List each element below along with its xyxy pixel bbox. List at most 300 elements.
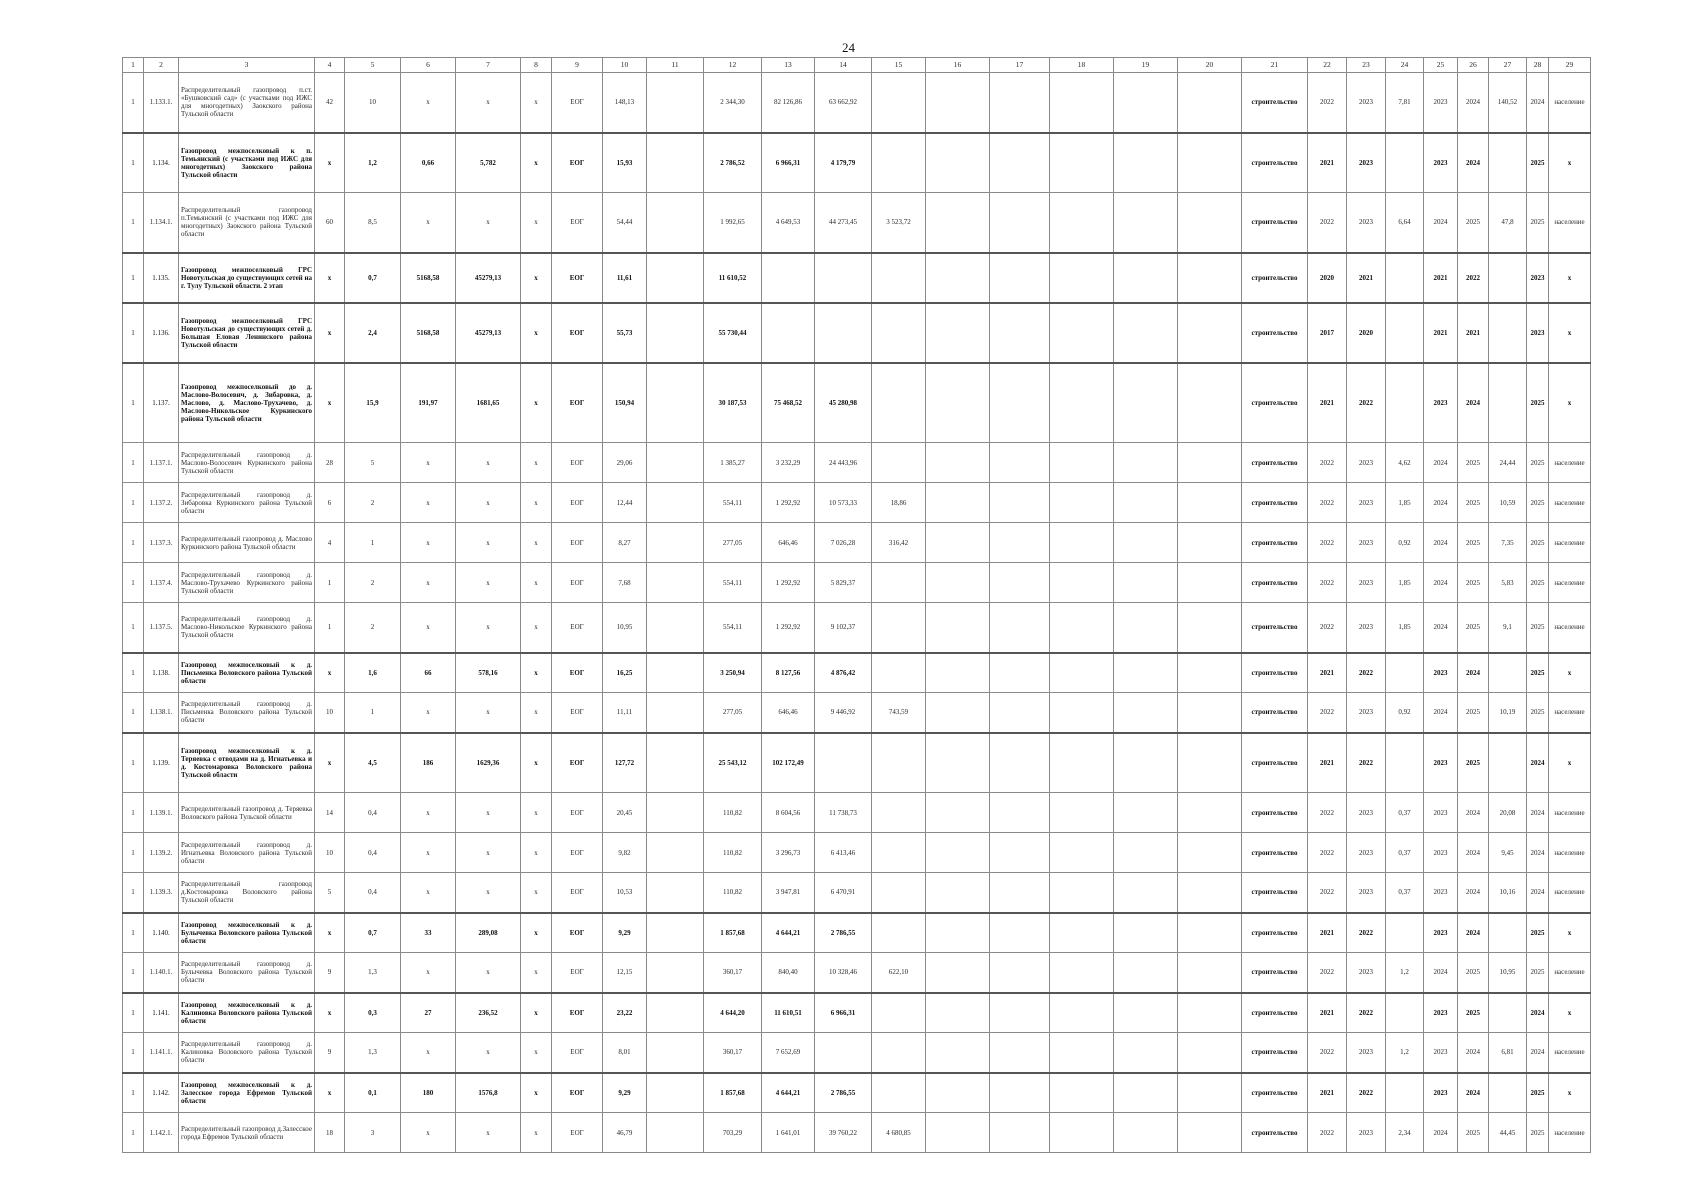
table-cell-col-14: 2 786,55	[815, 913, 872, 953]
table-cell-col-10: 29,06	[603, 443, 647, 483]
table-cell-col-9: ЕОГ	[552, 253, 603, 303]
table-cell-col-7: х	[456, 443, 521, 483]
table-cell-col-1: 1	[123, 193, 144, 253]
table-cell-col-7: х	[456, 603, 521, 653]
table-cell-col-18	[1050, 563, 1114, 603]
table-cell-col-18	[1050, 873, 1114, 913]
table-cell-col-1: 1	[123, 653, 144, 693]
table-cell-col-3: Распределительный газопровод д. Калиновка Воловского района Тульской области	[179, 1033, 315, 1073]
table-cell-col-25: 2024	[1424, 603, 1458, 653]
table-cell-col-15	[872, 603, 926, 653]
table-cell-col-11	[647, 563, 704, 603]
table-cell-col-20	[1178, 1073, 1242, 1113]
table-cell-col-25: 2024	[1424, 193, 1458, 253]
table-cell-col-12: 360,17	[704, 1033, 762, 1073]
table-cell-col-4: 10	[315, 833, 345, 873]
table-cell-col-17	[990, 363, 1050, 443]
table-cell-col-3: Распределительный газопровод д. Игнатьевка Воловского района Тульской области	[179, 833, 315, 873]
table-cell-col-18	[1050, 133, 1114, 193]
table-cell-col-1: 1	[123, 793, 144, 833]
table-cell-col-17	[990, 873, 1050, 913]
table-cell-col-27	[1489, 253, 1527, 303]
table-cell-col-12: 554,11	[704, 603, 762, 653]
table-cell-col-27	[1489, 363, 1527, 443]
table-cell-col-29: население	[1549, 873, 1591, 913]
table-cell-col-12: 554,11	[704, 563, 762, 603]
table-cell-col-23: 2023	[1347, 793, 1386, 833]
table-cell-col-16	[926, 253, 990, 303]
table-cell-col-6: х	[401, 793, 456, 833]
table-cell-col-12: 277,05	[704, 523, 762, 563]
table-cell-col-9: ЕОГ	[552, 653, 603, 693]
table-cell-col-13	[762, 253, 815, 303]
table-cell-col-23: 2023	[1347, 1113, 1386, 1153]
table-cell-col-5: 5	[345, 443, 401, 483]
table-cell-col-25: 2024	[1424, 1113, 1458, 1153]
column-number-24: 24	[1386, 58, 1424, 73]
table-cell-col-11	[647, 443, 704, 483]
table-cell-col-17	[990, 693, 1050, 733]
column-number-2: 2	[144, 58, 179, 73]
table-cell-col-22: 2021	[1308, 1073, 1347, 1113]
table-cell-col-8: х	[521, 953, 552, 993]
table-cell-col-23: 2023	[1347, 73, 1386, 133]
table-cell-col-15	[872, 873, 926, 913]
table-cell-col-24: 7,81	[1386, 73, 1424, 133]
table-cell-col-4: 1	[315, 563, 345, 603]
table-cell-col-2: 1.137.5.	[144, 603, 179, 653]
table-cell-col-11	[647, 733, 704, 793]
table-cell-col-11	[647, 993, 704, 1033]
table-cell-col-3: Распределительный газопровод п.Темьянский (с участками под ИЖС для многодетных) Заокского района Тульской области	[179, 193, 315, 253]
table-cell-col-11	[647, 603, 704, 653]
table-cell-col-14: 7 026,28	[815, 523, 872, 563]
table-cell-col-8: х	[521, 483, 552, 523]
table-cell-col-20	[1178, 523, 1242, 563]
table-cell-col-3: Распределительный газопровод д. Зибаровка Куркинского района Тульской области	[179, 483, 315, 523]
table-body	[123, 73, 1591, 1153]
table-cell-col-2: 1.134.1.	[144, 193, 179, 253]
table-row	[123, 483, 1591, 523]
table-cell-col-18	[1050, 193, 1114, 253]
table-cell-col-6: 66	[401, 653, 456, 693]
table-cell-col-5: 0,4	[345, 833, 401, 873]
table-cell-col-29: х	[1549, 913, 1591, 953]
table-cell-col-29: население	[1549, 73, 1591, 133]
table-cell-col-4: х	[315, 133, 345, 193]
table-row	[123, 833, 1591, 873]
table-cell-col-8: х	[521, 523, 552, 563]
table-cell-col-21: строительство	[1242, 1073, 1308, 1113]
table-cell-col-27	[1489, 303, 1527, 363]
table-cell-col-7: х	[456, 873, 521, 913]
table-cell-col-21: строительство	[1242, 953, 1308, 993]
table-cell-col-11	[647, 953, 704, 993]
table-cell-col-22: 2021	[1308, 363, 1347, 443]
table-cell-col-14: 5 829,37	[815, 563, 872, 603]
table-cell-col-2: 1.139.3.	[144, 873, 179, 913]
table-cell-col-28: 2025	[1527, 1113, 1549, 1153]
table-cell-col-9: ЕОГ	[552, 993, 603, 1033]
table-cell-col-16	[926, 833, 990, 873]
table-cell-col-22: 2022	[1308, 73, 1347, 133]
table-cell-col-19	[1114, 483, 1178, 523]
table-cell-col-4: 1	[315, 603, 345, 653]
table-cell-col-13: 11 610,51	[762, 993, 815, 1033]
table-cell-col-8: х	[521, 133, 552, 193]
table-cell-col-19	[1114, 73, 1178, 133]
table-cell-col-20	[1178, 1113, 1242, 1153]
table-cell-col-11	[647, 73, 704, 133]
table-cell-col-7: 5,782	[456, 133, 521, 193]
table-cell-col-24	[1386, 1073, 1424, 1113]
table-cell-col-5: 1	[345, 693, 401, 733]
table-row	[123, 73, 1591, 133]
table-cell-col-18	[1050, 1113, 1114, 1153]
table-cell-col-17	[990, 483, 1050, 523]
table-cell-col-12: 554,11	[704, 483, 762, 523]
table-cell-col-23: 2023	[1347, 603, 1386, 653]
table-cell-col-2: 1.139.	[144, 733, 179, 793]
table-cell-col-22: 2022	[1308, 1113, 1347, 1153]
table-cell-col-25: 2023	[1424, 133, 1458, 193]
table-cell-col-29: х	[1549, 363, 1591, 443]
table-cell-col-26: 2025	[1458, 193, 1489, 253]
table-cell-col-22: 2021	[1308, 653, 1347, 693]
table-cell-col-24: 0,92	[1386, 693, 1424, 733]
table-cell-col-23: 2023	[1347, 563, 1386, 603]
table-cell-col-9: ЕОГ	[552, 483, 603, 523]
table-cell-col-29: х	[1549, 653, 1591, 693]
table-cell-col-27	[1489, 133, 1527, 193]
table-cell-col-7: х	[456, 193, 521, 253]
table-cell-col-18	[1050, 833, 1114, 873]
table-cell-col-15	[872, 653, 926, 693]
table-cell-col-14: 45 280,98	[815, 363, 872, 443]
table-cell-col-27: 20,08	[1489, 793, 1527, 833]
table-cell-col-18	[1050, 363, 1114, 443]
table-cell-col-26: 2024	[1458, 133, 1489, 193]
table-cell-col-7: х	[456, 953, 521, 993]
table-cell-col-23: 2023	[1347, 483, 1386, 523]
table-cell-col-16	[926, 733, 990, 793]
table-cell-col-16	[926, 913, 990, 953]
table-cell-col-22: 2022	[1308, 693, 1347, 733]
table-cell-col-21: строительство	[1242, 693, 1308, 733]
table-cell-col-20	[1178, 833, 1242, 873]
table-cell-col-7: х	[456, 693, 521, 733]
table-cell-col-15	[872, 133, 926, 193]
table-cell-col-10: 54,44	[603, 193, 647, 253]
table-cell-col-14	[815, 1033, 872, 1073]
table-cell-col-8: х	[521, 873, 552, 913]
table-cell-col-19	[1114, 443, 1178, 483]
table-cell-col-22: 2021	[1308, 913, 1347, 953]
table-cell-col-13: 8 604,56	[762, 793, 815, 833]
table-cell-col-7: 289,08	[456, 913, 521, 953]
table-cell-col-27: 7,35	[1489, 523, 1527, 563]
table-cell-col-10: 9,29	[603, 913, 647, 953]
table-cell-col-13: 1 292,92	[762, 603, 815, 653]
table-cell-col-19	[1114, 653, 1178, 693]
table-cell-col-3: Газопровод межпоселковый до д. Маслово-Волосевич, д. Зибаровка, д. Маслово, д. Маслово-Трухачево, д. Маслово-Никольское Куркинского района Тульской области	[179, 363, 315, 443]
table-cell-col-6: х	[401, 1033, 456, 1073]
table-cell-col-12: 110,82	[704, 873, 762, 913]
table-cell-col-10: 150,94	[603, 363, 647, 443]
table-cell-col-6: х	[401, 873, 456, 913]
table-cell-col-17	[990, 303, 1050, 363]
table-cell-col-27: 10,19	[1489, 693, 1527, 733]
table-cell-col-7: 236,52	[456, 993, 521, 1033]
table-row	[123, 1033, 1591, 1073]
column-number-9: 9	[552, 58, 603, 73]
table-cell-col-20	[1178, 993, 1242, 1033]
table-cell-col-4: 10	[315, 693, 345, 733]
table-cell-col-13: 646,46	[762, 523, 815, 563]
table-cell-col-17	[990, 523, 1050, 563]
table-cell-col-23: 2023	[1347, 443, 1386, 483]
table-cell-col-3: Распределительный газопровод д. Маслово Куркинского района Тульской области	[179, 523, 315, 563]
table-cell-col-7: 1629,36	[456, 733, 521, 793]
table-cell-col-6: 180	[401, 1073, 456, 1113]
table-cell-col-4: 60	[315, 193, 345, 253]
table-cell-col-16	[926, 873, 990, 913]
table-cell-col-25: 2024	[1424, 523, 1458, 563]
table-cell-col-21: строительство	[1242, 443, 1308, 483]
table-cell-col-18	[1050, 913, 1114, 953]
table-row	[123, 603, 1591, 653]
table-cell-col-18	[1050, 693, 1114, 733]
table-cell-col-11	[647, 793, 704, 833]
table-cell-col-11	[647, 253, 704, 303]
table-cell-col-3: Газопровод межпоселковый к д. Теряевка с отводами на д. Игнатьевка и д. Костомаровка Воловского района Тульской области	[179, 733, 315, 793]
table-cell-col-9: ЕОГ	[552, 133, 603, 193]
table-cell-col-29: х	[1549, 303, 1591, 363]
table-cell-col-10: 9,29	[603, 1073, 647, 1113]
table-cell-col-11	[647, 693, 704, 733]
table-cell-col-16	[926, 603, 990, 653]
table-cell-col-29: население	[1549, 793, 1591, 833]
table-cell-col-13: 8 127,56	[762, 653, 815, 693]
table-cell-col-11	[647, 913, 704, 953]
table-cell-col-3: Распределительный газопровод д. Булычевка Воловского района Тульской области	[179, 953, 315, 993]
table-cell-col-13: 3 232,29	[762, 443, 815, 483]
table-cell-col-19	[1114, 1033, 1178, 1073]
table-cell-col-17	[990, 1113, 1050, 1153]
table-cell-col-9: ЕОГ	[552, 73, 603, 133]
table-cell-col-23: 2020	[1347, 303, 1386, 363]
table-cell-col-21: строительство	[1242, 733, 1308, 793]
table-cell-col-18	[1050, 993, 1114, 1033]
table-cell-col-2: 1.134.	[144, 133, 179, 193]
table-cell-col-2: 1.137.2.	[144, 483, 179, 523]
table-cell-col-26: 2024	[1458, 653, 1489, 693]
table-cell-col-9: ЕОГ	[552, 303, 603, 363]
table-cell-col-5: 1,3	[345, 1033, 401, 1073]
table-cell-col-9: ЕОГ	[552, 733, 603, 793]
table-cell-col-28: 2025	[1527, 1073, 1549, 1113]
table-cell-col-5: 2	[345, 563, 401, 603]
table-cell-col-10: 55,73	[603, 303, 647, 363]
table-cell-col-1: 1	[123, 303, 144, 363]
table-row	[123, 913, 1591, 953]
table-cell-col-18	[1050, 523, 1114, 563]
table-cell-col-29: население	[1549, 563, 1591, 603]
table-cell-col-21: строительство	[1242, 483, 1308, 523]
table-cell-col-25: 2021	[1424, 253, 1458, 303]
table-cell-col-16	[926, 793, 990, 833]
table-cell-col-29: население	[1549, 483, 1591, 523]
table-cell-col-25: 2023	[1424, 73, 1458, 133]
table-cell-col-4: х	[315, 253, 345, 303]
table-cell-col-18	[1050, 953, 1114, 993]
table-cell-col-28: 2025	[1527, 693, 1549, 733]
table-cell-col-6: х	[401, 483, 456, 523]
table-row	[123, 363, 1591, 443]
table-cell-col-12: 703,29	[704, 1113, 762, 1153]
table-cell-col-14	[815, 303, 872, 363]
table-cell-col-16	[926, 483, 990, 523]
table-cell-col-11	[647, 653, 704, 693]
column-number-26: 26	[1458, 58, 1489, 73]
table-cell-col-23: 2022	[1347, 363, 1386, 443]
table-cell-col-15: 743,59	[872, 693, 926, 733]
table-cell-col-14: 4 179,79	[815, 133, 872, 193]
table-cell-col-21: строительство	[1242, 833, 1308, 873]
table-cell-col-17	[990, 193, 1050, 253]
table-cell-col-25: 2023	[1424, 833, 1458, 873]
table-cell-col-17	[990, 733, 1050, 793]
table-cell-col-3: Распределительный газопровод д.Костомаровка Воловского района Тульской области	[179, 873, 315, 913]
table-cell-col-14: 9 446,92	[815, 693, 872, 733]
table-cell-col-5: 0,7	[345, 913, 401, 953]
table-cell-col-12: 2 786,52	[704, 133, 762, 193]
table-cell-col-1: 1	[123, 253, 144, 303]
table-cell-col-27	[1489, 913, 1527, 953]
table-cell-col-11	[647, 1033, 704, 1073]
table-cell-col-28: 2025	[1527, 653, 1549, 693]
table-cell-col-17	[990, 253, 1050, 303]
table-cell-col-24: 0,92	[1386, 523, 1424, 563]
table-cell-col-25: 2024	[1424, 693, 1458, 733]
table-cell-col-15	[872, 833, 926, 873]
table-cell-col-27: 10,16	[1489, 873, 1527, 913]
table-cell-col-25: 2023	[1424, 653, 1458, 693]
table-cell-col-3: Газопровод межпоселковый к д. Письменка Воловского района Тульской области	[179, 653, 315, 693]
table-cell-col-14: 10 573,33	[815, 483, 872, 523]
table-cell-col-2: 1.142.1.	[144, 1113, 179, 1153]
table-cell-col-27: 10,95	[1489, 953, 1527, 993]
table-row	[123, 253, 1591, 303]
table-cell-col-29: население	[1549, 833, 1591, 873]
table-cell-col-19	[1114, 993, 1178, 1033]
table-cell-col-25: 2023	[1424, 873, 1458, 913]
table-cell-col-6: 27	[401, 993, 456, 1033]
table-row	[123, 733, 1591, 793]
column-number-13: 13	[762, 58, 815, 73]
table-cell-col-23: 2023	[1347, 523, 1386, 563]
table-cell-col-15	[872, 73, 926, 133]
table-cell-col-28: 2024	[1527, 733, 1549, 793]
table-cell-col-16	[926, 953, 990, 993]
table-cell-col-11	[647, 833, 704, 873]
table-cell-col-28: 2023	[1527, 303, 1549, 363]
table-cell-col-22: 2021	[1308, 733, 1347, 793]
table-cell-col-25: 2024	[1424, 443, 1458, 483]
column-number-17: 17	[990, 58, 1050, 73]
table-cell-col-2: 1.133.1.	[144, 73, 179, 133]
table-cell-col-14: 44 273,45	[815, 193, 872, 253]
table-cell-col-3: Газопровод межпоселковый к д. Залесское города Ефремов Тульской области	[179, 1073, 315, 1113]
table-cell-col-18	[1050, 73, 1114, 133]
table-cell-col-23: 2021	[1347, 253, 1386, 303]
table-cell-col-24	[1386, 733, 1424, 793]
table-cell-col-2: 1.142.	[144, 1073, 179, 1113]
table-cell-col-9: ЕОГ	[552, 523, 603, 563]
table-cell-col-19	[1114, 953, 1178, 993]
table-cell-col-5: 8,5	[345, 193, 401, 253]
table-cell-col-17	[990, 133, 1050, 193]
table-row	[123, 523, 1591, 563]
table-cell-col-6: 5168,58	[401, 303, 456, 363]
table-cell-col-22: 2022	[1308, 523, 1347, 563]
table-cell-col-14: 63 662,92	[815, 73, 872, 133]
table-cell-col-13: 1 641,01	[762, 1113, 815, 1153]
table-cell-col-21: строительство	[1242, 133, 1308, 193]
table-cell-col-9: ЕОГ	[552, 1113, 603, 1153]
table-cell-col-20	[1178, 363, 1242, 443]
table-cell-col-19	[1114, 563, 1178, 603]
table-cell-col-20	[1178, 193, 1242, 253]
table-cell-col-6: х	[401, 193, 456, 253]
table-cell-col-21: строительство	[1242, 913, 1308, 953]
table-cell-col-26: 2025	[1458, 563, 1489, 603]
table-cell-col-22: 2022	[1308, 833, 1347, 873]
table-cell-col-12: 4 644,20	[704, 993, 762, 1033]
table-cell-col-24: 2,34	[1386, 1113, 1424, 1153]
table-cell-col-1: 1	[123, 1033, 144, 1073]
table-cell-col-21: строительство	[1242, 523, 1308, 563]
table-cell-col-4: 9	[315, 1033, 345, 1073]
table-cell-col-22: 2020	[1308, 253, 1347, 303]
table-cell-col-6: х	[401, 833, 456, 873]
table-cell-col-10: 46,79	[603, 1113, 647, 1153]
table-cell-col-19	[1114, 1073, 1178, 1113]
table-cell-col-11	[647, 1073, 704, 1113]
table-cell-col-20	[1178, 793, 1242, 833]
column-number-23: 23	[1347, 58, 1386, 73]
table-cell-col-25: 2023	[1424, 913, 1458, 953]
table-cell-col-28: 2025	[1527, 363, 1549, 443]
table-cell-col-8: х	[521, 1033, 552, 1073]
table-cell-col-9: ЕОГ	[552, 693, 603, 733]
table-cell-col-9: ЕОГ	[552, 833, 603, 873]
table-cell-col-29: х	[1549, 993, 1591, 1033]
table-cell-col-23: 2023	[1347, 193, 1386, 253]
table-cell-col-1: 1	[123, 913, 144, 953]
table-cell-col-10: 12,15	[603, 953, 647, 993]
table-cell-col-23: 2023	[1347, 873, 1386, 913]
table-cell-col-19	[1114, 873, 1178, 913]
table-row	[123, 133, 1591, 193]
table-cell-col-26: 2025	[1458, 953, 1489, 993]
table-cell-col-14: 6 966,31	[815, 993, 872, 1033]
table-cell-col-20	[1178, 73, 1242, 133]
table-cell-col-28: 2025	[1527, 193, 1549, 253]
table-cell-col-19	[1114, 603, 1178, 653]
table-cell-col-13: 840,40	[762, 953, 815, 993]
table-cell-col-28: 2024	[1527, 793, 1549, 833]
